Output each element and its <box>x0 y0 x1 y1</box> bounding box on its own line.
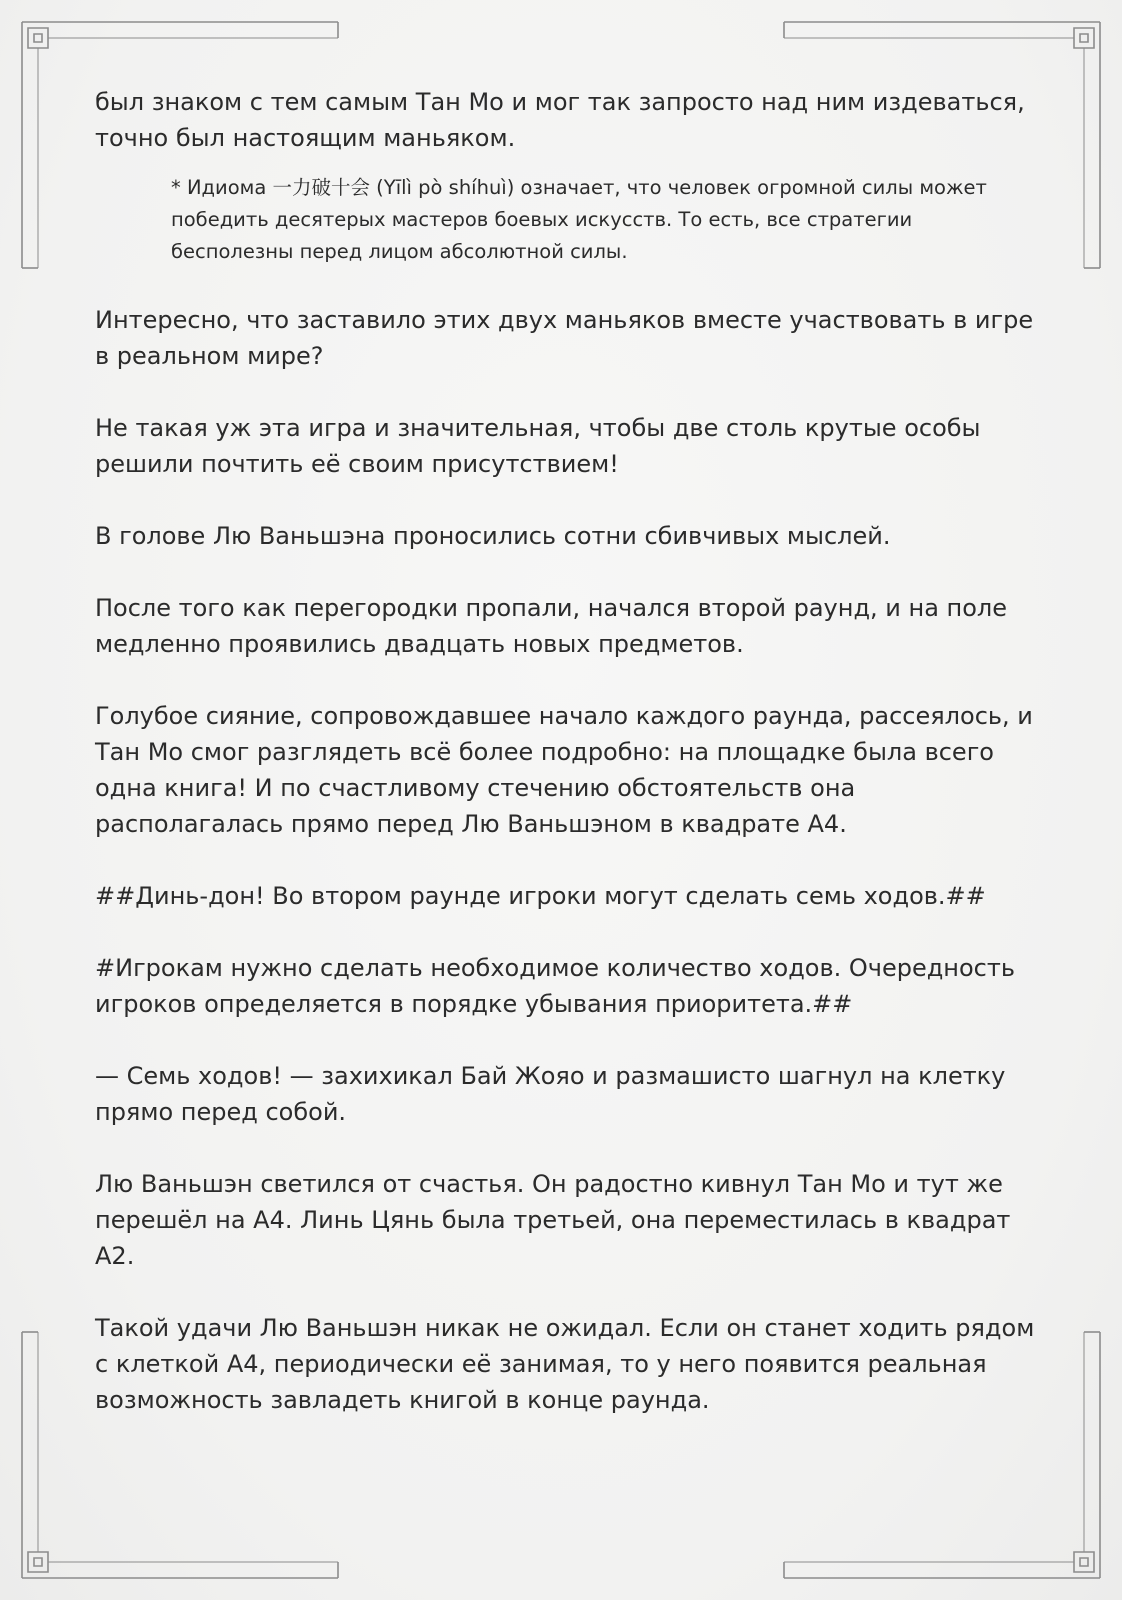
paragraph: Голубое сияние, сопровождавшее начало каждого раунда, рассеялось, и Тан Мо смог разглядеть всё более подробно: на площадке была всего одна книга! И по счастливому стечению обстоятельств она располагалась прямо перед Лю Ваньшэном в квадрате А4. <box>95 702 1033 838</box>
paragraph: После того как перегородки пропали, начался второй раунд, и на поле медленно проявились двадцать новых предметов. <box>95 594 1008 658</box>
footnote: * Идиома 一力破十会 (Yīlì pò shíhuì) означает, что человек огромной силы может победить десятерых мастеров боевых искусств. То есть, все стратегии бесполезны перед лицом абсолютной силы. <box>171 176 987 263</box>
paragraph: В голове Лю Ваньшэна проносились сотни сбивчивых мыслей. <box>95 522 891 550</box>
paragraph: Такой удачи Лю Ваньшэн никак не ожидал. Если он станет ходить рядом с клеткой А4, периодически её занимая, то у него появится реальная возможность завладеть книгой в конце раунда. <box>95 1314 1035 1414</box>
paragraph: Не такая уж эта игра и значительная, чтобы две столь крутые особы решили почтить её своим присутствием! <box>95 414 981 478</box>
dialogue-paragraph: — Семь ходов! — захихикал Бай Жояо и размашисто шагнул на клетку прямо перед собой. <box>95 1062 1006 1126</box>
paragraph: Интересно, что заставило этих двух маньяков вместе участвовать в игре в реальном мире? <box>95 306 1034 370</box>
system-message: #Игрокам нужно сделать необходимое количество ходов. Очередность игроков определяется в порядке убывания приоритета.## <box>95 954 1015 1018</box>
paragraph: Лю Ваньшэн светился от счастья. Он радостно кивнул Тан Мо и тут же перешёл на А4. Линь Цянь была третьей, она переместилась в квадрат А2. <box>95 1170 1011 1270</box>
document-body <box>95 84 1035 1418</box>
paragraph-intro: был знаком с тем самым Тан Мо и мог так запросто над ним издеваться, точно был настоящим маньяком. <box>95 88 1025 152</box>
system-message: ##Динь-дон! Во втором раунде игроки могут сделать семь ходов.## <box>95 882 986 910</box>
